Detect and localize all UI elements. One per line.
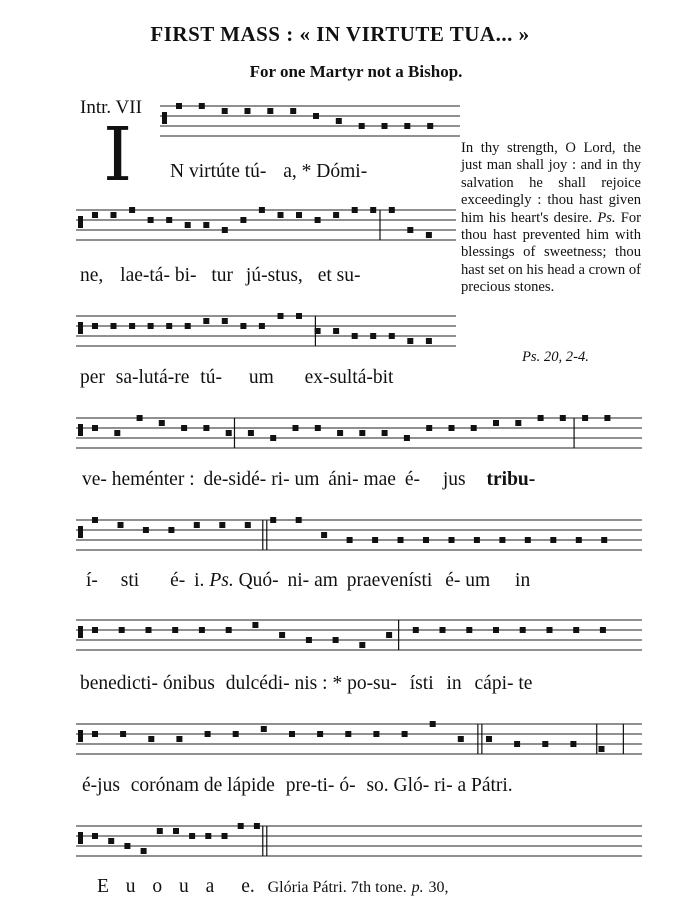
neume xyxy=(550,537,556,543)
neume xyxy=(176,103,182,109)
neume xyxy=(205,731,211,737)
neume xyxy=(430,721,436,727)
neume xyxy=(148,323,154,329)
syllable: sti xyxy=(120,570,140,591)
neume xyxy=(118,522,124,528)
neume xyxy=(601,537,607,543)
syllable: praevenísti xyxy=(346,570,433,591)
syllable: corónam xyxy=(130,775,200,796)
neume xyxy=(604,415,610,421)
neume xyxy=(466,627,472,633)
neume xyxy=(226,430,232,436)
syllable: jus xyxy=(442,469,466,490)
syllable: é- xyxy=(404,469,420,490)
neume xyxy=(515,420,521,426)
chant-staff xyxy=(160,100,460,142)
neume xyxy=(370,207,376,213)
syllable: so. xyxy=(366,775,389,796)
neume xyxy=(333,637,339,643)
neume xyxy=(333,212,339,218)
syllable: in xyxy=(446,673,462,694)
neume xyxy=(389,333,395,339)
neume xyxy=(413,627,419,633)
syllable: per xyxy=(80,367,105,388)
neume xyxy=(168,527,174,533)
neume xyxy=(493,420,499,426)
neume xyxy=(146,627,152,633)
syllable: po-su- xyxy=(347,673,397,694)
chant-staff xyxy=(76,204,456,246)
psalm-tone-note: Glória Pátri. 7th tone. xyxy=(267,879,407,896)
syllable: u xyxy=(125,876,136,897)
syllable: N virtúte tú- xyxy=(170,161,267,182)
neume xyxy=(222,227,228,233)
neume xyxy=(440,627,446,633)
neume xyxy=(137,415,143,421)
syllable: ó- xyxy=(339,775,356,796)
neume xyxy=(245,108,251,114)
neume xyxy=(404,123,410,129)
chant-staff xyxy=(76,514,642,556)
neume xyxy=(92,517,98,523)
syllable: am xyxy=(314,570,338,591)
neume xyxy=(289,731,295,737)
neume xyxy=(514,741,520,747)
neume xyxy=(398,537,404,543)
lyric-line xyxy=(97,876,448,898)
neume xyxy=(493,627,499,633)
neume xyxy=(148,217,154,223)
neume xyxy=(120,731,126,737)
neume xyxy=(427,123,433,129)
neume xyxy=(143,527,149,533)
neume xyxy=(279,632,285,638)
page-title: FIRST MASS : « IN VIRTUTE TUA... » xyxy=(150,22,530,46)
neume xyxy=(205,833,211,839)
neume xyxy=(245,522,251,528)
neume xyxy=(172,627,178,633)
clef-mark xyxy=(78,322,83,334)
neume xyxy=(389,207,395,213)
neume xyxy=(573,627,579,633)
syllable: Gló- xyxy=(393,775,430,796)
syllable: ex-sultá-bit xyxy=(304,367,394,388)
neume xyxy=(373,731,379,737)
syllable: de xyxy=(203,775,223,796)
neume xyxy=(370,333,376,339)
neume xyxy=(248,430,254,436)
syllable: um xyxy=(294,469,320,490)
neume xyxy=(141,848,147,854)
neume xyxy=(173,828,179,834)
mode-label: Intr. VII xyxy=(80,97,142,118)
syllable: benedicti- xyxy=(80,673,158,694)
neume xyxy=(449,425,455,431)
neume xyxy=(124,843,130,849)
translation-psalm-text: For thou hast prevented him with blessings of sweetness; thou hast set on his head a crown of precious stones. xyxy=(461,209,641,296)
clef-mark xyxy=(78,730,83,742)
neume xyxy=(92,425,98,431)
neume xyxy=(157,828,163,834)
syllable: ónibus xyxy=(162,673,215,694)
neume xyxy=(582,415,588,421)
neume xyxy=(199,627,205,633)
syllable: um xyxy=(465,570,491,591)
neume xyxy=(92,627,98,633)
neume xyxy=(185,222,191,228)
syllable: é-jus xyxy=(82,775,120,796)
neume xyxy=(270,517,276,523)
neume xyxy=(203,222,209,228)
syllable: ne, xyxy=(80,265,104,286)
neume xyxy=(296,313,302,319)
neume xyxy=(542,741,548,747)
lyric-line xyxy=(86,570,530,592)
syllable: 30, xyxy=(428,879,449,896)
neume xyxy=(111,212,117,218)
clef-mark xyxy=(162,112,167,124)
chant-staff xyxy=(76,412,642,454)
syllable: tur xyxy=(211,265,234,286)
syllable: a, * Dómi- xyxy=(283,161,368,182)
page-subtitle: For one Martyr not a Bishop. xyxy=(249,62,463,81)
syllable: jú-stus, xyxy=(245,265,303,286)
syllable: ni- xyxy=(287,570,310,591)
syllable: de-sidé- xyxy=(203,469,267,490)
clef-mark xyxy=(78,526,83,538)
neume xyxy=(129,207,135,213)
neume xyxy=(333,328,339,334)
neume xyxy=(560,415,566,421)
neume xyxy=(372,537,378,543)
neume xyxy=(576,537,582,543)
neume xyxy=(222,318,228,324)
neume xyxy=(222,108,228,114)
neume xyxy=(315,425,321,431)
syllable: Ps. xyxy=(209,570,234,591)
neume xyxy=(92,731,98,737)
syllable: dulcédi- xyxy=(225,673,290,694)
neume xyxy=(359,123,365,129)
neume xyxy=(600,627,606,633)
neume xyxy=(520,627,526,633)
neume xyxy=(92,833,98,839)
chant-staff xyxy=(76,310,456,352)
neume xyxy=(474,537,480,543)
lyric-line xyxy=(82,469,535,491)
neume xyxy=(525,537,531,543)
syllable: bi- xyxy=(174,265,197,286)
neume xyxy=(176,736,182,742)
lyric-line xyxy=(170,161,367,183)
syllable: é- xyxy=(170,570,186,591)
neume xyxy=(278,212,284,218)
lyric-line xyxy=(82,775,513,797)
syllable: e. xyxy=(241,876,255,897)
neume xyxy=(317,731,323,737)
lyric-line xyxy=(80,673,532,695)
neume xyxy=(108,838,114,844)
neume xyxy=(219,522,225,528)
neume xyxy=(189,833,195,839)
neume xyxy=(347,537,353,543)
initial-letter: I xyxy=(103,112,133,198)
syllable: in xyxy=(515,570,531,591)
neume xyxy=(352,333,358,339)
neume xyxy=(296,212,302,218)
neume xyxy=(407,227,413,233)
neume xyxy=(148,736,154,742)
neume xyxy=(293,425,299,431)
syllable: cápi- xyxy=(474,673,514,694)
clef-mark xyxy=(78,832,83,844)
neume xyxy=(449,537,455,543)
neume xyxy=(321,532,327,538)
neume xyxy=(261,726,267,732)
neume xyxy=(290,108,296,114)
syllable: o xyxy=(152,876,163,897)
syllable: í- xyxy=(86,570,98,591)
syllable: tú- xyxy=(200,367,222,388)
syllable: Quó- xyxy=(238,570,279,591)
neume xyxy=(166,217,172,223)
syllable: heménter : xyxy=(111,469,195,490)
neume xyxy=(240,217,246,223)
neume xyxy=(240,323,246,329)
neume xyxy=(166,323,172,329)
neume xyxy=(278,313,284,319)
chant-staff xyxy=(76,718,642,760)
neume xyxy=(547,627,553,633)
syllable: * xyxy=(332,673,343,694)
neume xyxy=(359,642,365,648)
syllable: áni- xyxy=(328,469,359,490)
neume xyxy=(570,741,576,747)
chant-staff xyxy=(76,614,642,656)
neume xyxy=(337,430,343,436)
neume xyxy=(226,627,232,633)
neume xyxy=(404,435,410,441)
neume xyxy=(313,113,319,119)
syllable: pre-ti- xyxy=(285,775,335,796)
neume xyxy=(352,207,358,213)
neume xyxy=(92,323,98,329)
syllable: um xyxy=(248,367,274,388)
syllable: nis : xyxy=(294,673,328,694)
neume xyxy=(159,420,165,426)
translation-text: In thy strength, O Lord, the just man shall joy : and in thy salvation he shall rejoice exceedingly : thou hast given him his heart's desire. xyxy=(461,140,641,226)
neume xyxy=(407,338,413,344)
clef-mark xyxy=(78,626,83,638)
syllable: ve- xyxy=(82,469,107,490)
neume xyxy=(499,537,505,543)
syllable: te xyxy=(518,673,533,694)
syllable: ri- xyxy=(434,775,453,796)
neume xyxy=(194,522,200,528)
neume xyxy=(222,833,228,839)
neume xyxy=(119,627,125,633)
clef-mark xyxy=(78,424,83,436)
neume xyxy=(306,637,312,643)
neume xyxy=(199,103,205,109)
syllable: sa-lutá-re xyxy=(115,367,190,388)
syllable: u xyxy=(179,876,189,897)
syllable: ri- xyxy=(271,469,290,490)
lyric-line xyxy=(80,265,360,287)
neume xyxy=(252,622,258,628)
neume xyxy=(254,823,260,829)
chant-staff xyxy=(76,820,642,862)
neume xyxy=(336,118,342,124)
neume xyxy=(203,425,209,431)
neume xyxy=(345,731,351,737)
syllable: a Pátri. xyxy=(457,775,513,796)
neume xyxy=(423,537,429,543)
neume xyxy=(386,632,392,638)
neume xyxy=(426,232,432,238)
neume xyxy=(267,108,273,114)
syllable: i. xyxy=(194,570,205,591)
neume xyxy=(426,338,432,344)
neume xyxy=(296,517,302,523)
neume xyxy=(471,425,477,431)
syllable: lápide xyxy=(227,775,275,796)
translation-block xyxy=(461,140,641,297)
neume xyxy=(359,430,365,436)
neume xyxy=(538,415,544,421)
syllable: ísti xyxy=(409,673,434,694)
syllable: tribu- xyxy=(486,469,536,490)
neume xyxy=(129,323,135,329)
neume xyxy=(259,207,265,213)
neume xyxy=(599,746,605,752)
neume xyxy=(426,425,432,431)
clef-mark xyxy=(78,216,83,228)
neume xyxy=(233,731,239,737)
syllable: p. xyxy=(411,879,424,896)
neume xyxy=(270,435,276,441)
neume xyxy=(486,736,492,742)
syllable: et su- xyxy=(317,265,361,286)
lyric-line xyxy=(80,367,393,389)
psalm-label: Ps. xyxy=(597,209,616,226)
neume xyxy=(238,823,244,829)
syllable: é- xyxy=(445,570,461,591)
neume xyxy=(382,430,388,436)
neume xyxy=(259,323,265,329)
psalm-reference: Ps. 20, 2-4. xyxy=(522,349,589,365)
neume xyxy=(382,123,388,129)
neume xyxy=(92,212,98,218)
neume xyxy=(114,430,120,436)
syllable: a xyxy=(205,876,215,897)
syllable: mae xyxy=(363,469,396,490)
syllable: E xyxy=(97,876,109,897)
neume xyxy=(458,736,464,742)
neume xyxy=(185,323,191,329)
neume xyxy=(203,318,209,324)
neume xyxy=(181,425,187,431)
neume xyxy=(315,217,321,223)
neume xyxy=(111,323,117,329)
syllable: lae-tá- xyxy=(120,265,170,286)
neume xyxy=(402,731,408,737)
